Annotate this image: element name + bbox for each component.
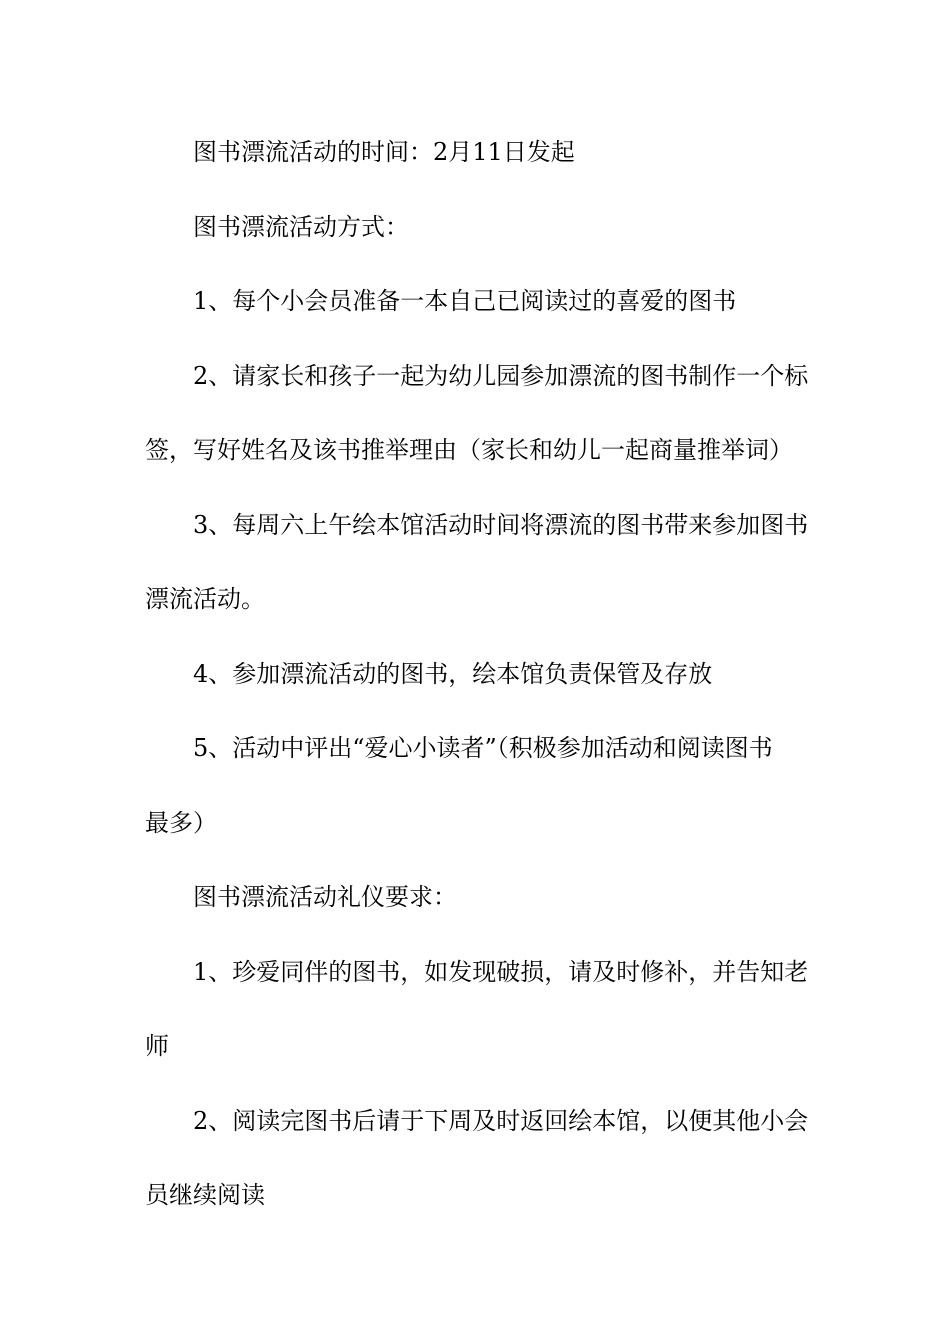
activity-method-heading xyxy=(0,207,950,247)
method-item-5 xyxy=(0,728,950,768)
etiquette-item-1-continued-text: 师 xyxy=(145,1032,169,1060)
method-item-3-text: 3、每周六上午绘本馆活动时间将漂流的图书带来参加图书 xyxy=(193,511,809,539)
activity-time-line xyxy=(0,132,950,172)
etiquette-heading-text: 图书漂流活动礼仪要求： xyxy=(193,883,457,911)
etiquette-item-2-continued-text: 员继续阅读 xyxy=(145,1181,265,1209)
etiquette-item-2 xyxy=(0,1101,950,1141)
etiquette-item-2-continued xyxy=(0,1175,950,1215)
method-item-5-text: 5、活动中评出“爱心小读者”（积极参加活动和阅读图书 xyxy=(193,734,773,762)
method-item-3-continued-text: 漂流活动。 xyxy=(145,585,265,613)
method-item-4 xyxy=(0,654,950,694)
method-item-4-text: 4、参加漂流活动的图书，绘本馆负责保管及存放 xyxy=(193,660,713,688)
etiquette-item-1 xyxy=(0,952,950,992)
etiquette-item-1-continued xyxy=(0,1026,950,1066)
method-item-2-continued-text: 签，写好姓名及该书推举理由（家长和幼儿一起商量推举词） xyxy=(145,436,793,464)
method-item-2-text: 2、请家长和孩子一起为幼儿园参加漂流的图书制作一个标 xyxy=(193,362,809,390)
etiquette-item-1-text: 1、珍爱同伴的图书，如发现破损，请及时修补，并告知老 xyxy=(193,958,809,986)
etiquette-heading xyxy=(0,877,950,917)
activity-method-heading-text: 图书漂流活动方式： xyxy=(193,213,409,241)
method-item-2 xyxy=(0,356,950,396)
etiquette-item-2-text: 2、阅读完图书后请于下周及时返回绘本馆，以便其他小会 xyxy=(193,1107,809,1135)
method-item-1 xyxy=(0,281,950,321)
method-item-2-continued xyxy=(0,430,950,470)
method-item-5-continued xyxy=(0,803,950,843)
method-item-3-continued xyxy=(0,579,950,619)
method-item-5-continued-text: 最多） xyxy=(145,809,217,837)
method-item-3 xyxy=(0,505,950,545)
method-item-1-text: 1、每个小会员准备一本自己已阅读过的喜爱的图书 xyxy=(193,287,737,315)
activity-time-text: 图书漂流活动的时间：2月11日发起 xyxy=(193,138,575,166)
